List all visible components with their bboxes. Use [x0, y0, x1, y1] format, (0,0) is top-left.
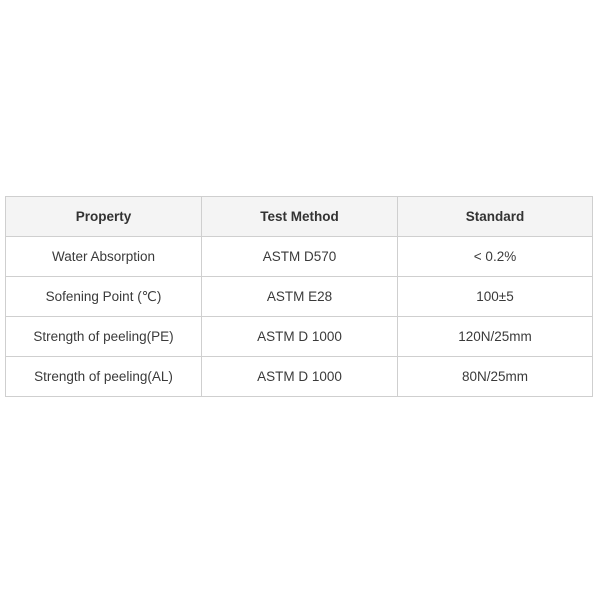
table-body	[6, 237, 593, 397]
property-cell: Strength of peeling(PE)	[6, 317, 202, 357]
header-standard: Standard	[398, 197, 593, 237]
test-method-cell: ASTM D 1000	[202, 357, 398, 397]
table-row	[6, 317, 593, 357]
property-cell: Sofening Point (℃)	[6, 277, 202, 317]
standard-cell: 100±5	[398, 277, 593, 317]
test-method-cell: ASTM D570	[202, 237, 398, 277]
standard-cell: 80N/25mm	[398, 357, 593, 397]
table-row	[6, 357, 593, 397]
header-test-method: Test Method	[202, 197, 398, 237]
test-method-cell: ASTM D 1000	[202, 317, 398, 357]
standard-cell: 120N/25mm	[398, 317, 593, 357]
standard-cell: < 0.2%	[398, 237, 593, 277]
header-row	[6, 197, 593, 237]
property-cell: Strength of peeling(AL)	[6, 357, 202, 397]
table-row	[6, 237, 593, 277]
property-cell: Water Absorption	[6, 237, 202, 277]
header-property: Property	[6, 197, 202, 237]
table-row	[6, 277, 593, 317]
test-method-cell: ASTM E28	[202, 277, 398, 317]
table-header	[6, 197, 593, 237]
properties-table	[5, 196, 593, 397]
